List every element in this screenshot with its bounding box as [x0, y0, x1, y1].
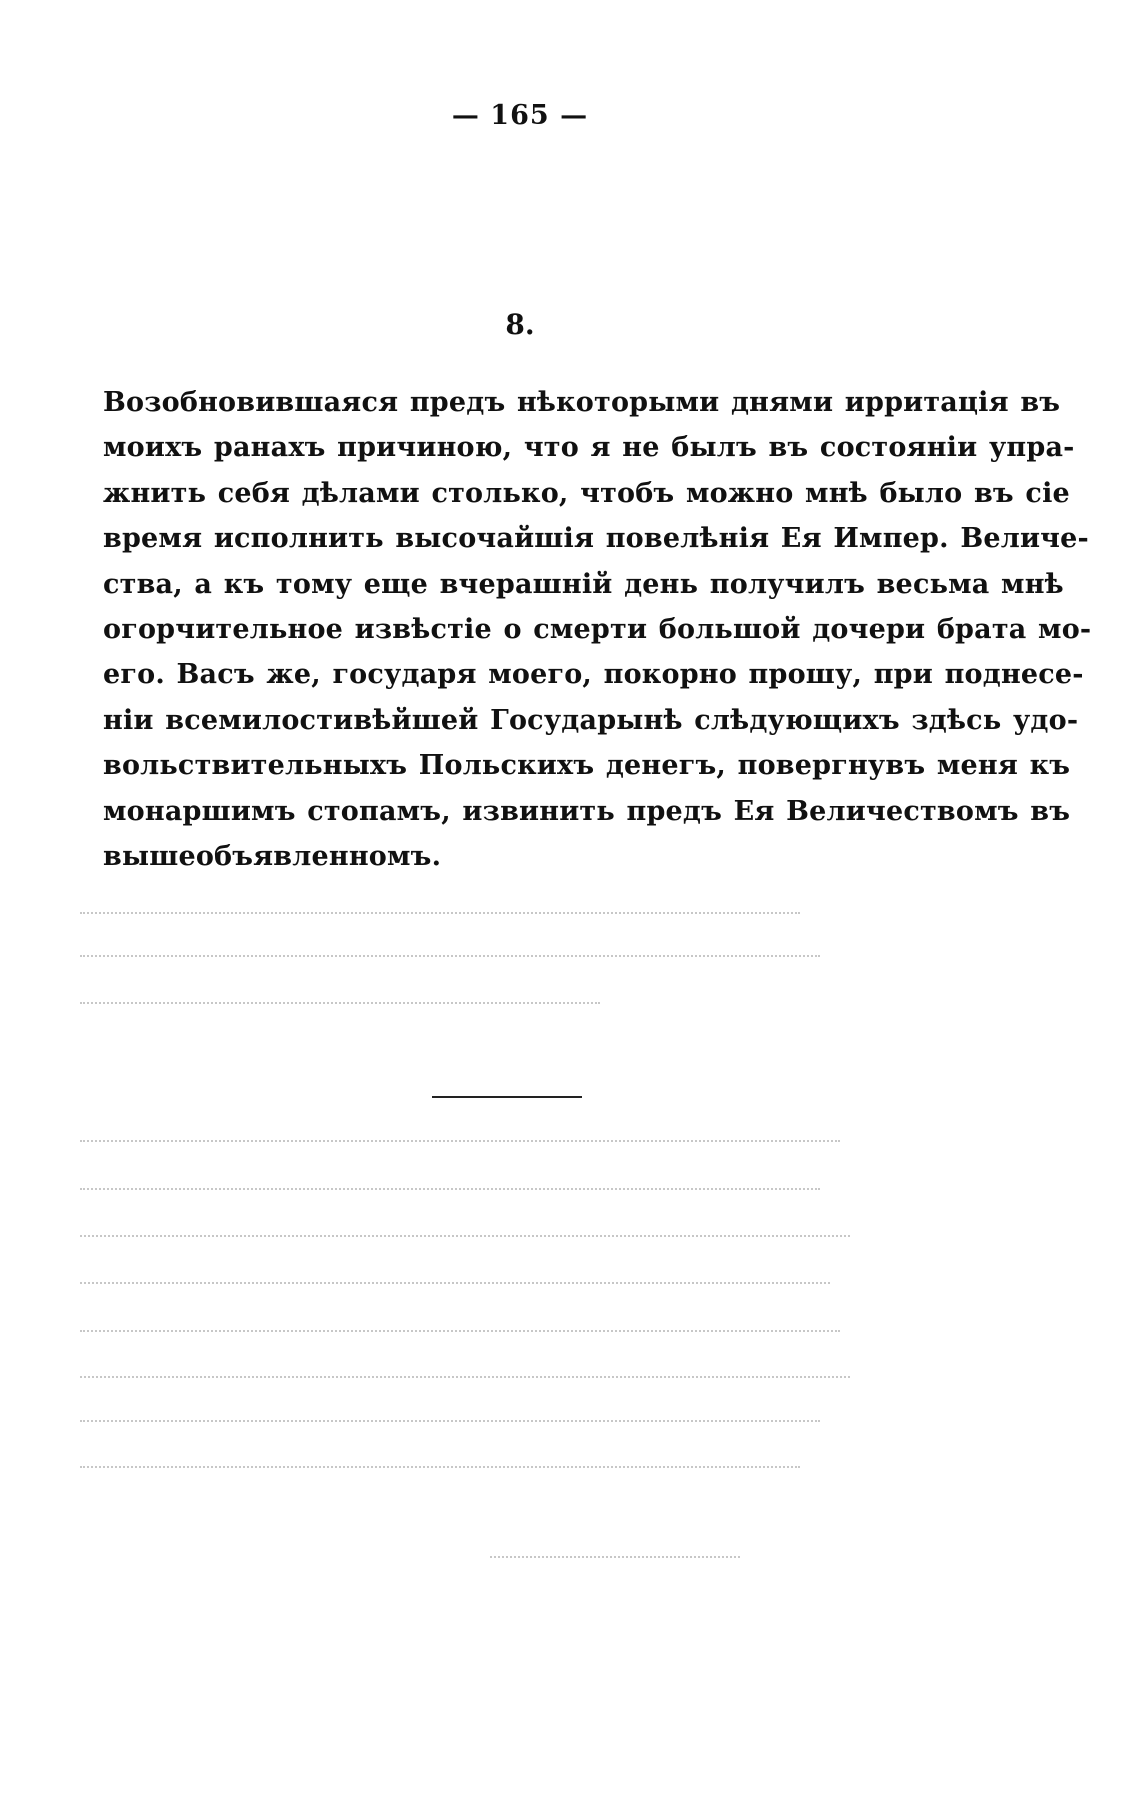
section-divider	[432, 1096, 582, 1098]
paragraph-line: вольствительныхъ Польскихъ денегъ, повергнувъ меня къ	[103, 750, 1071, 782]
bleed-through-mark	[80, 1140, 840, 1145]
bleed-through-mark	[80, 1002, 600, 1007]
bleed-through-mark	[80, 1188, 820, 1193]
paragraph-line: Возобновившаяся предъ нѣкоторыми днями ирритація въ	[103, 387, 1061, 418]
paragraph-line: ства, а къ тому еще вчерашній день получилъ весьма мнѣ	[103, 568, 1064, 600]
bleed-through-mark	[80, 1330, 840, 1335]
bleed-through-mark	[80, 1282, 830, 1287]
paragraph-line: монаршимъ стопамъ, извинить предъ Ея Величествомъ въ	[103, 795, 1071, 827]
bleed-through-mark	[80, 955, 820, 960]
paragraph-line: ніи всемилостивѣйшей Государынѣ слѣдующихъ здѣсь удо-	[103, 704, 1079, 736]
bleed-through-mark	[80, 1420, 820, 1425]
bleed-through-mark	[80, 912, 800, 917]
bleed-through-mark	[490, 1556, 740, 1561]
paragraph-line: моихъ ранахъ причиною, что я не былъ въ состояніи упра-	[103, 432, 1075, 464]
paragraph-line: жнить себя дѣлами столько, чтобъ можно мнѣ было въ сіе	[103, 477, 1070, 509]
paragraph-line: вышеобъявленномъ.	[103, 841, 442, 873]
paragraph-line: огорчительное извѣстіе о смерти большой дочери брата мо-	[103, 614, 1092, 646]
bleed-through-mark	[80, 1376, 850, 1381]
bleed-through-mark	[80, 1466, 800, 1471]
paragraph-line: время исполнить высочайшія повелѣнія Ея Импер. Величе-	[103, 523, 1089, 555]
page-number: — 165 —	[451, 100, 589, 131]
letter-paragraph	[103, 380, 1092, 879]
paragraph-line: его. Васъ же, государя моего, покорно прошу, при поднесе-	[103, 659, 1084, 691]
bleed-through-mark	[80, 1235, 850, 1240]
section-number: 8.	[505, 308, 535, 341]
